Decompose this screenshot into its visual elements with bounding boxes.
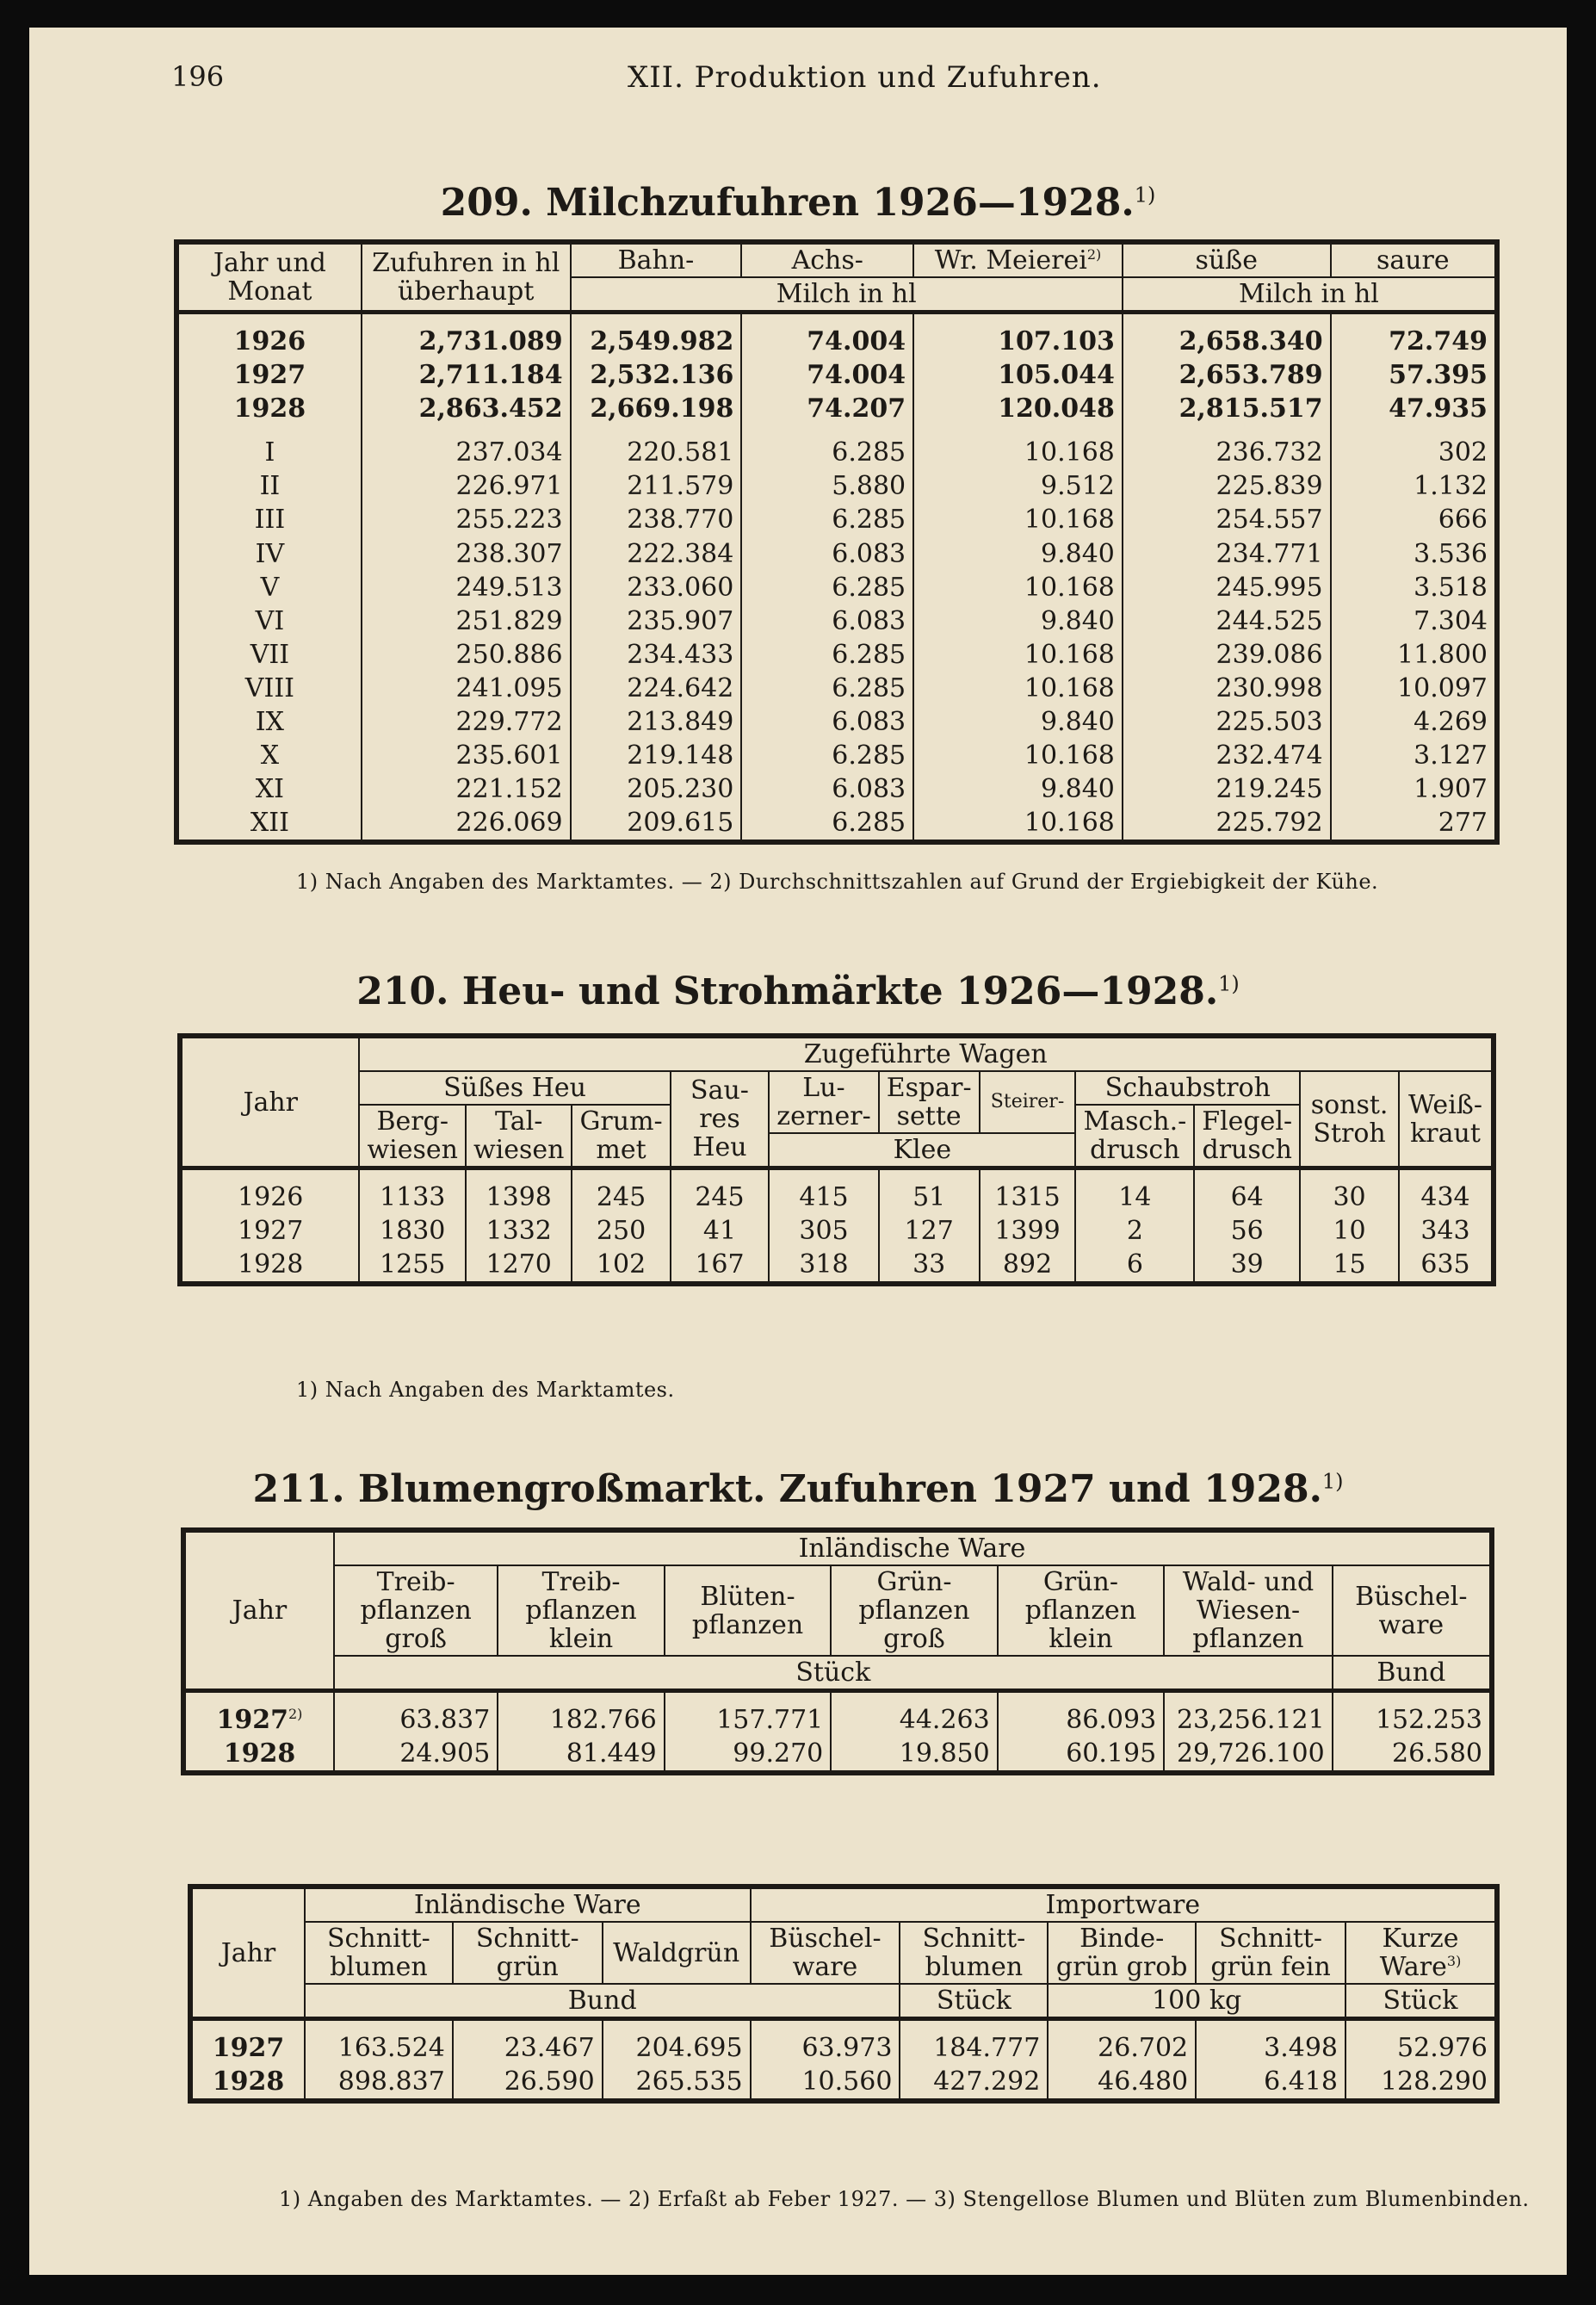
table-cell: 9.840: [913, 772, 1123, 806]
table-cell: 23,256.121: [1164, 1691, 1333, 1738]
table-cell: 2,711.184: [362, 358, 571, 392]
table-cell: 167: [671, 1248, 770, 1284]
col-achs: Achs-: [741, 242, 913, 277]
table-cell: 238.770: [571, 503, 742, 536]
col-grummet: Grum-met: [572, 1105, 670, 1168]
col-treibpflanzen-gross: Treib-pflanzen groß: [334, 1565, 498, 1656]
table-cell: 44.263: [831, 1691, 997, 1738]
table-cell: 255.223: [362, 503, 571, 536]
table-cell: 6.083: [741, 705, 913, 739]
table-cell: 6.285: [741, 638, 913, 672]
table-cell: 6: [1075, 1248, 1194, 1284]
table-cell: 6.285: [741, 739, 913, 772]
table-cell: 238.307: [362, 537, 571, 571]
table-cell: 3.498: [1196, 2019, 1345, 2066]
table-cell: 229.772: [362, 705, 571, 739]
table-210-title-footnote-mark: 1): [1218, 971, 1240, 996]
col-waldgruen: Waldgrün: [603, 1922, 751, 1984]
table-210: [177, 1033, 1496, 1286]
col-meierei-label: Wr. Meierei: [934, 245, 1087, 276]
table-cell: 254.557: [1123, 503, 1331, 536]
table-cell: 107.103: [913, 313, 1123, 359]
col-gruenpflanzen-klein: Grün-pflanzen klein: [998, 1565, 1164, 1656]
table-row-month: [176, 604, 1497, 638]
table-row-month: [176, 772, 1497, 806]
unit-stueck: Stück: [334, 1656, 1333, 1691]
col-talwiesen: Tal-wiesen: [466, 1105, 572, 1168]
col-milch-hl-1: Milch in hl: [571, 277, 1123, 313]
table-row-month: [176, 705, 1497, 739]
table-row: [190, 2065, 1497, 2101]
table-cell: 63.973: [751, 2019, 900, 2066]
col-schaubstroh: Schaubstroh: [1075, 1071, 1300, 1105]
row-label: [183, 1691, 334, 1738]
table-cell: 213.849: [571, 705, 742, 739]
table-cell: 239.086: [1123, 638, 1331, 672]
table-cell: 19.850: [831, 1737, 997, 1773]
table-cell: 226.971: [362, 469, 571, 503]
table-cell: 11.800: [1331, 638, 1497, 672]
table-cell: 2,669.198: [571, 392, 742, 425]
table-cell: 23.467: [453, 2019, 603, 2066]
col-meierei: [913, 242, 1123, 277]
row-label: IX: [176, 705, 362, 739]
table-cell: 249.513: [362, 571, 571, 604]
table-cell: 60.195: [998, 1737, 1164, 1773]
col-schnittblumen-inl: Schnitt-blumen: [305, 1922, 453, 1984]
table-cell: 237.034: [362, 425, 571, 469]
table-cell: 3.536: [1331, 537, 1497, 571]
table-row: [180, 1214, 1494, 1248]
table-cell: 74.004: [741, 313, 913, 359]
col-bahn: Bahn-: [571, 242, 742, 277]
table-cell: 898.837: [305, 2065, 453, 2101]
table-cell: 10.097: [1331, 672, 1497, 705]
table-cell: 250.886: [362, 638, 571, 672]
table-cell: 2,658.340: [1123, 313, 1331, 359]
table-cell: 230.998: [1123, 672, 1331, 705]
unit-100kg: 100 kg: [1048, 1984, 1345, 2019]
table-cell: 39: [1194, 1248, 1300, 1284]
table-210-title-text: 210. Heu- und Strohmärkte 1926—1928.: [356, 970, 1219, 1013]
row-label: VI: [176, 604, 362, 638]
table-cell: 2,863.452: [362, 392, 571, 425]
table-cell: 46.480: [1048, 2065, 1196, 2101]
table-row-month: [176, 571, 1497, 604]
table-cell: 56: [1194, 1214, 1300, 1248]
table-cell: 26.580: [1333, 1737, 1492, 1773]
col-suesses-heu: Süßes Heu: [359, 1071, 670, 1105]
table-cell: 221.152: [362, 772, 571, 806]
page-number: 196: [171, 60, 225, 93]
col-maschdrusch: Masch.-drusch: [1075, 1105, 1194, 1168]
table-row: [180, 1168, 1494, 1215]
table-cell: 2,731.089: [362, 313, 571, 359]
table-cell: 234.771: [1123, 537, 1331, 571]
table-cell: 72.749: [1331, 313, 1497, 359]
table-cell: 10.560: [751, 2065, 900, 2101]
col-suesse: süße: [1123, 242, 1331, 277]
col-meierei-footnote-mark: 2): [1086, 246, 1102, 263]
table-cell: 163.524: [305, 2019, 453, 2066]
table-cell: 5.880: [741, 469, 913, 503]
table-cell: 1398: [466, 1168, 572, 1215]
unit-stueck-2: Stück: [1345, 1984, 1497, 2019]
row-label: V: [176, 571, 362, 604]
table-209-title-text: 209. Milchzufuhren 1926—1928.: [440, 181, 1135, 225]
col-weisskraut: Weiß-kraut: [1399, 1071, 1494, 1168]
table-row-month: [176, 739, 1497, 772]
col-bueschelware: Büschel-ware: [751, 1922, 900, 1984]
table-209-title: [29, 181, 1567, 225]
table-cell: 241.095: [362, 672, 571, 705]
col-flegeldrusch: Flegel-drusch: [1194, 1105, 1300, 1168]
table-cell: 244.525: [1123, 604, 1331, 638]
table-cell: 86.093: [998, 1691, 1164, 1738]
table-row-year: [176, 358, 1497, 392]
table-cell: 236.732: [1123, 425, 1331, 469]
table-cell: 343: [1399, 1214, 1494, 1248]
table-209: [174, 239, 1500, 845]
table-cell: 10.168: [913, 425, 1123, 469]
table-cell: 225.792: [1123, 806, 1331, 842]
col-importware: Importware: [751, 1887, 1497, 1922]
table-cell: 427.292: [900, 2065, 1048, 2101]
table-cell: 219.148: [571, 739, 742, 772]
table-cell: 1315: [980, 1168, 1076, 1215]
col-klee: Klee: [769, 1133, 1075, 1168]
table-cell: 26.590: [453, 2065, 603, 2101]
table-row-year: [176, 392, 1497, 425]
table-cell: 1.132: [1331, 469, 1497, 503]
table-cell: 15: [1300, 1248, 1399, 1284]
table-row-month: [176, 638, 1497, 672]
table-cell: 10.168: [913, 571, 1123, 604]
unit-stueck-1: Stück: [900, 1984, 1048, 2019]
row-label: [183, 1737, 334, 1773]
table-cell: 120.048: [913, 392, 1123, 425]
table-210-footnote: 1) Nach Angaben des Marktamtes.: [296, 1378, 675, 1402]
col-treibpflanzen-klein: Treib-pflanzen klein: [498, 1565, 664, 1656]
table-cell: 1270: [466, 1248, 572, 1284]
table-cell: 182.766: [498, 1691, 664, 1738]
table-cell: 6.285: [741, 806, 913, 842]
table-cell: 265.535: [603, 2065, 751, 2101]
table-cell: 6.285: [741, 571, 913, 604]
table-cell: 2,532.136: [571, 358, 742, 392]
table-cell: 225.503: [1123, 705, 1331, 739]
table-cell: 2,549.982: [571, 313, 742, 359]
table-cell: 10.168: [913, 638, 1123, 672]
row-label: 1926: [180, 1168, 359, 1215]
col-zugefuehrte-wagen: Zugeführte Wagen: [359, 1036, 1494, 1071]
table-cell: 7.304: [1331, 604, 1497, 638]
table-cell: 224.642: [571, 672, 742, 705]
table-cell: 205.230: [571, 772, 742, 806]
table-cell: 10.168: [913, 503, 1123, 536]
table-cell: 6.083: [741, 537, 913, 571]
col-schnittgruen-fein: Schnitt-grün fein: [1196, 1922, 1345, 1984]
table-cell: 211.579: [571, 469, 742, 503]
table-cell: 9.840: [913, 604, 1123, 638]
table-211-footnote: 1) Angaben des Marktamtes. — 2) Erfaßt ab Feber 1927. — 3) Stengellose Blumen und Blüten zum Blumenbinden.: [279, 2187, 1530, 2211]
table-cell: 74.004: [741, 358, 913, 392]
table-cell: 74.207: [741, 392, 913, 425]
table-cell: 1.907: [1331, 772, 1497, 806]
col-steirer: Steirer-: [980, 1071, 1076, 1133]
table-row-month: [176, 537, 1497, 571]
table-cell: 10.168: [913, 739, 1123, 772]
table-cell: 245: [671, 1168, 770, 1215]
col-inlaendische-ware: Inländische Ware: [305, 1887, 751, 1922]
table-cell: 415: [769, 1168, 878, 1215]
table-cell: 64: [1194, 1168, 1300, 1215]
table-cell: 3.518: [1331, 571, 1497, 604]
table-cell: 6.285: [741, 503, 913, 536]
table-cell: 26.702: [1048, 2019, 1196, 2066]
col-zufuhren: Zufuhren in hl überhaupt: [362, 242, 571, 313]
col-wald-wiesenpflanzen: Wald- und Wiesen-pflanzen: [1164, 1565, 1333, 1656]
table-cell: 222.384: [571, 537, 742, 571]
col-kurze-ware-label: Kurze Ware: [1379, 1924, 1459, 1982]
table-cell: 9.840: [913, 537, 1123, 571]
table-cell: 33: [879, 1248, 980, 1284]
table-row-month: [176, 503, 1497, 536]
unit-bund: Bund: [305, 1984, 900, 2019]
table-cell: 2: [1075, 1214, 1194, 1248]
table-cell: 318: [769, 1248, 878, 1284]
table-cell: 234.433: [571, 638, 742, 672]
col-gruenpflanzen-gross: Grün-pflanzen groß: [831, 1565, 997, 1656]
table-cell: 9.512: [913, 469, 1123, 503]
row-label: 1928: [176, 392, 362, 425]
table-row-month: [176, 806, 1497, 842]
table-cell: 635: [1399, 1248, 1494, 1284]
table-cell: 105.044: [913, 358, 1123, 392]
table-cell: 204.695: [603, 2019, 751, 2066]
table-row: [180, 1248, 1494, 1284]
table-cell: 250: [572, 1214, 670, 1248]
table-cell: 2,815.517: [1123, 392, 1331, 425]
table-row: [183, 1737, 1492, 1773]
table-cell: 226.069: [362, 806, 571, 842]
table-211-b: [188, 1884, 1500, 2104]
col-jahr-monat: Jahr und Monat: [176, 242, 362, 313]
table-cell: 277: [1331, 806, 1497, 842]
page-header: [171, 60, 1498, 103]
table-cell: 47.935: [1331, 392, 1497, 425]
col-kurze-ware: [1345, 1922, 1497, 1984]
table-209-footnote: 1) Nach Angaben des Marktamtes. — 2) Durchschnittszahlen auf Grund der Ergiebigkeit der Kühe.: [296, 870, 1379, 894]
col-saure: saure: [1331, 242, 1497, 277]
table-cell: 6.083: [741, 604, 913, 638]
table-211-title: [29, 1467, 1567, 1511]
table-cell: 99.270: [665, 1737, 831, 1773]
table-cell: 30: [1300, 1168, 1399, 1215]
row-label: VIII: [176, 672, 362, 705]
col-sonst-stroh: sonst. Stroh: [1300, 1071, 1399, 1168]
table-cell: 4.269: [1331, 705, 1497, 739]
table-cell: 1830: [359, 1214, 466, 1248]
row-label: XII: [176, 806, 362, 842]
table-cell: 184.777: [900, 2019, 1048, 2066]
table-cell: 6.418: [1196, 2065, 1345, 2101]
table-cell: 10.168: [913, 672, 1123, 705]
col-jahr: Jahr: [183, 1530, 334, 1691]
running-title: XII. Produktion und Zufuhren.: [628, 60, 1102, 95]
table-cell: 57.395: [1331, 358, 1497, 392]
table-cell: 305: [769, 1214, 878, 1248]
row-label: X: [176, 739, 362, 772]
table-cell: 127: [879, 1214, 980, 1248]
row-label: III: [176, 503, 362, 536]
table-cell: 302: [1331, 425, 1497, 469]
table-row-year: [176, 313, 1497, 359]
col-bindegruen-grob: Binde-grün grob: [1048, 1922, 1196, 1984]
table-cell: 1332: [466, 1214, 572, 1248]
table-cell: 29,726.100: [1164, 1737, 1333, 1773]
row-label: 1927: [190, 2019, 305, 2066]
table-cell: 3.127: [1331, 739, 1497, 772]
table-cell: 892: [980, 1248, 1076, 1284]
row-label: IV: [176, 537, 362, 571]
col-bluetenpflanzen: Blüten-pflanzen: [665, 1565, 831, 1656]
col-schnittblumen-imp: Schnitt-blumen: [900, 1922, 1048, 1984]
table-cell: 225.839: [1123, 469, 1331, 503]
table-209-title-footnote-mark: 1): [1134, 183, 1156, 208]
col-saures-heu: Sau-res Heu: [671, 1071, 770, 1168]
table-cell: 10.168: [913, 806, 1123, 842]
col-esparsette: Espar-sette: [879, 1071, 980, 1133]
table-cell: 220.581: [571, 425, 742, 469]
table-211-title-footnote-mark: 1): [1321, 1469, 1344, 1494]
table-cell: 6.083: [741, 772, 913, 806]
row-label: 1928: [190, 2065, 305, 2101]
table-cell: 1133: [359, 1168, 466, 1215]
table-cell: 209.615: [571, 806, 742, 842]
col-jahr: Jahr: [190, 1887, 305, 2019]
col-luzerner: Lu-zerner-: [769, 1071, 878, 1133]
row-label: 1928: [180, 1248, 359, 1284]
col-kurze-ware-footnote-mark: 3): [1446, 1953, 1462, 1969]
table-cell: 1399: [980, 1214, 1076, 1248]
row-label: 1926: [176, 313, 362, 359]
table-cell: 251.829: [362, 604, 571, 638]
table-cell: 9.840: [913, 705, 1123, 739]
table-cell: 235.601: [362, 739, 571, 772]
table-cell: 10: [1300, 1214, 1399, 1248]
table-cell: 245.995: [1123, 571, 1331, 604]
table-row-month: [176, 469, 1497, 503]
col-schnittgruen-inl: Schnitt-grün: [453, 1922, 603, 1984]
table-211-a: [181, 1527, 1494, 1775]
table-cell: 41: [671, 1214, 770, 1248]
table-cell: 128.290: [1345, 2065, 1497, 2101]
table-row-month: [176, 672, 1497, 705]
table-cell: 81.449: [498, 1737, 664, 1773]
table-cell: 6.285: [741, 425, 913, 469]
row-label: XI: [176, 772, 362, 806]
table-cell: 14: [1075, 1168, 1194, 1215]
table-cell: 666: [1331, 503, 1497, 536]
table-cell: 1255: [359, 1248, 466, 1284]
table-cell: 157.771: [665, 1691, 831, 1738]
table-cell: 219.245: [1123, 772, 1331, 806]
table-cell: 245: [572, 1168, 670, 1215]
table-row: [190, 2019, 1497, 2066]
table-cell: 52.976: [1345, 2019, 1497, 2066]
unit-bund: Bund: [1333, 1656, 1492, 1691]
table-210-title: [29, 970, 1567, 1013]
table-cell: 51: [879, 1168, 980, 1215]
row-label: VII: [176, 638, 362, 672]
table-cell: 63.837: [334, 1691, 498, 1738]
col-inlaendische-ware: Inländische Ware: [334, 1530, 1492, 1565]
row-footnote-mark: 2): [288, 1706, 303, 1722]
col-bergwiesen: Berg-wiesen: [359, 1105, 466, 1168]
table-cell: 233.060: [571, 571, 742, 604]
table-cell: 24.905: [334, 1737, 498, 1773]
table-cell: 102: [572, 1248, 670, 1284]
row-label: II: [176, 469, 362, 503]
table-cell: 434: [1399, 1168, 1494, 1215]
page: [29, 28, 1567, 2275]
col-jahr: Jahr: [180, 1036, 359, 1168]
table-cell: 152.253: [1333, 1691, 1492, 1738]
row-year: 1927: [216, 1705, 288, 1735]
table-row: [183, 1691, 1492, 1738]
row-label: 1927: [176, 358, 362, 392]
row-year: 1928: [223, 1738, 296, 1769]
table-cell: 235.907: [571, 604, 742, 638]
table-cell: 6.285: [741, 672, 913, 705]
col-bueschelware: Büschel-ware: [1333, 1565, 1492, 1656]
col-milch-hl-2: Milch in hl: [1123, 277, 1497, 313]
table-cell: 232.474: [1123, 739, 1331, 772]
table-cell: 2,653.789: [1123, 358, 1331, 392]
table-211-title-text: 211. Blumengroßmarkt. Zufuhren 1927 und 1928.: [252, 1467, 1322, 1511]
row-label: 1927: [180, 1214, 359, 1248]
table-row-month: [176, 425, 1497, 469]
row-label: I: [176, 425, 362, 469]
